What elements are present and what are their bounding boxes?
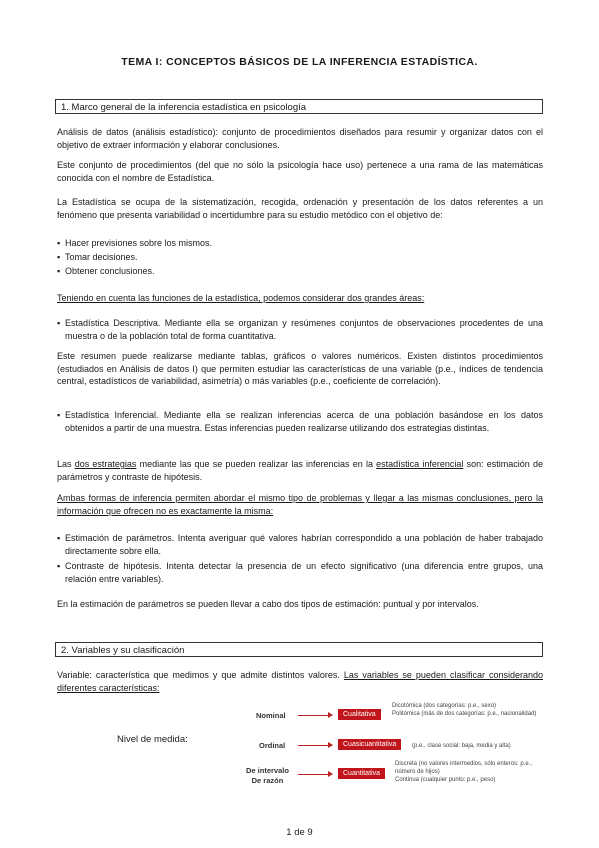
desc-cuantitativa: Discreta (no valores intermedios, sólo enteros: p.e., número de hijos) Continua (cualquier punto: p.e., peso) xyxy=(395,761,533,783)
page-number: 1 de 9 xyxy=(286,827,313,838)
list-item: ▪ Tomar decisiones. xyxy=(57,252,138,262)
level-ordinal: Ordinal xyxy=(259,741,286,750)
section-heading-2: 2. Variables y su clasificación xyxy=(55,642,543,657)
bullet-icon: ▪ xyxy=(57,561,61,571)
bullet-icon: ▪ xyxy=(57,252,61,262)
bullet-icon: ▪ xyxy=(57,533,61,543)
arrow-icon xyxy=(298,715,332,716)
list-item-descriptiva: ▪ Estadística Descriptiva. Mediante ella se organizan y resúmenes conjuntos de observaciones procedentes de una muestra o de la población total de forma cuantitativa. xyxy=(57,318,543,341)
bullet-icon: ▪ xyxy=(57,318,61,328)
arrow-icon xyxy=(298,774,332,775)
section-heading-1: 1. Marco general de la inferencia estadística en psicología xyxy=(55,99,543,114)
bullet-icon: ▪ xyxy=(57,266,61,276)
paragraph-resumen: Este resumen puede realizarse mediante tablas, gráficos o valores numéricos. Existen distintos procedimientos (estudiados en Análisis de datos I) que permiten estudiar las características de una variable (p.e., índices de tendencia central, estadísticos de variabilidad, asimetría) o más variables (p.e., coeficiente de correlación). xyxy=(57,351,543,386)
nivel-medida-label: Nivel de medida: xyxy=(117,734,188,745)
list-item: ▪ Hacer previsiones sobre los mismos. xyxy=(57,238,213,248)
box-cuasicuantitativa: Cuasicuantitativa xyxy=(338,739,401,750)
bullet-icon: ▪ xyxy=(57,410,61,420)
box-cuantitativa: Cuantitativa xyxy=(338,768,385,779)
paragraph-conjunto: Este conjunto de procedimientos (del que no sólo la psicología hace uso) pertenece a una rama de las matemáticas conocida con el nombre de Estadística. xyxy=(57,160,543,183)
bullet-icon: ▪ xyxy=(57,238,61,248)
paragraph-estadistica: La Estadística se ocupa de la sistematización, recogida, ordenación y presentación de los datos referentes a un fenómeno que presenta variabilidad o incertidumbre para su estudio metódico con el objetivo de: xyxy=(57,197,543,220)
paragraph-tipos-estimacion: En la estimación de parámetros se pueden llevar a cabo dos tipos de estimación: puntual y por intervalos. xyxy=(57,599,479,609)
document-title: TEMA I: CONCEPTOS BÁSICOS DE LA INFERENCIA ESTADÍSTICA. xyxy=(121,56,478,68)
list-item: ▪ Obtener conclusiones. xyxy=(57,266,155,276)
paragraph-ambas: Ambas formas de inferencia permiten abordar el mismo tipo de problemas y llegar a las mismas conclusiones, pero la información que ofrecen no es exactamente la misma: xyxy=(57,493,543,516)
paragraph-areas: Teniendo en cuenta las funciones de la estadística, podemos considerar dos grandes áreas: xyxy=(57,293,425,303)
level-intervalo-razon: De intervalo De razón xyxy=(246,766,289,785)
list-item-contraste: ▪ Contraste de hipótesis. Intenta detectar la presencia de un efecto significativo (una diferencia entre grupos, una relación entre variables). xyxy=(57,561,543,584)
paragraph-analisis: Análisis de datos (análisis estadístico): conjunto de procedimientos diseñados para resumir y organizar datos con el objetivo de extraer información y elaborar conclusiones. xyxy=(57,127,543,150)
paragraph-variable: Variable: característica que medimos y que admite distintos valores. Las variables se pueden clasificar considerando diferentes características: xyxy=(57,670,543,693)
desc-ordinal: (p.e., clase social: baja, media y alta) xyxy=(412,743,511,749)
arrow-icon xyxy=(298,745,332,746)
desc-nominal: Dicotómica (dos categorías: p.e., sexo) Politómica (más de dos categorías: p.e., nacionalidad) xyxy=(392,703,537,717)
list-item-estimacion: ▪ Estimación de parámetros. Intenta averiguar qué valores habrían correspondido a una población de haber trabajado directamente sobre ella. xyxy=(57,533,543,556)
list-item-inferencial: ▪ Estadística Inferencial. Mediante ella se realizan inferencias acerca de una población basándose en los datos obtenidos a partir de una muestra. Estas inferencias pueden realizarse utilizando dos estrategias distintas. xyxy=(57,410,543,433)
paragraph-estrategias: Las dos estrategias mediante las que se pueden realizar las inferencias en la estadística inferencial son: estimación de parámetros y contraste de hipótesis. xyxy=(57,459,543,482)
level-nominal: Nominal xyxy=(256,711,286,720)
box-cualitativa: Cualitativa xyxy=(338,709,381,720)
